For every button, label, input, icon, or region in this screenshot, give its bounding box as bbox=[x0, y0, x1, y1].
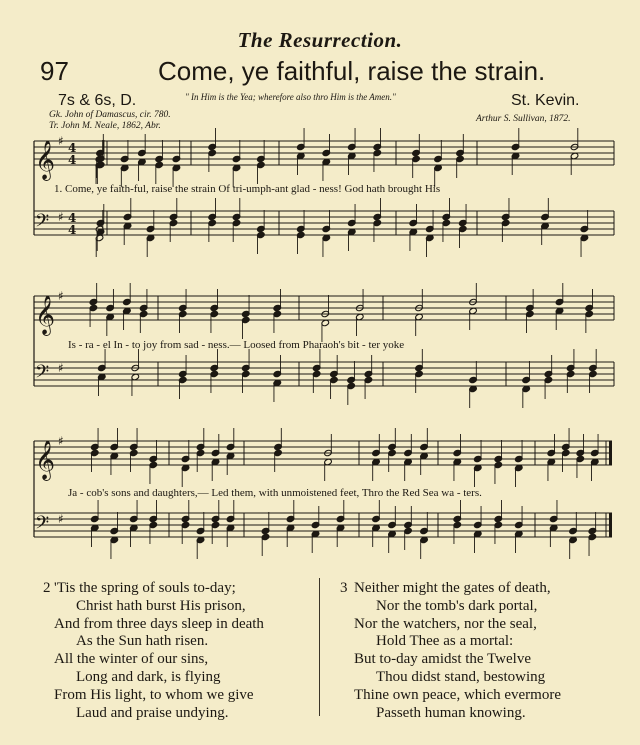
time-signature: 4 bbox=[68, 141, 77, 155]
sharp-icon: ♯ bbox=[58, 434, 64, 448]
verse-line: Thine own peace, which evermore bbox=[354, 686, 561, 703]
sharp-icon: ♯ bbox=[58, 289, 64, 303]
bass-clef-icon: 𝄢 bbox=[35, 362, 50, 387]
verse-line: Nor the watchers, nor the seal, bbox=[354, 615, 537, 632]
verse-3-number: 3 bbox=[340, 580, 348, 596]
verse-line: 'Tis the spring of souls to-day; bbox=[54, 580, 236, 596]
verse-line: Nor the tomb's dark portal, bbox=[376, 597, 538, 614]
tune-name: St. Kevin. bbox=[511, 92, 580, 109]
verse-line: Neither might the gates of death, bbox=[354, 580, 551, 596]
verse-line: All the winter of our sins, bbox=[54, 651, 209, 668]
sharp-icon: ♯ bbox=[58, 134, 64, 148]
final-barline bbox=[609, 513, 612, 537]
hymn-number: 97 bbox=[40, 56, 69, 86]
lyric-line-3: Ja - cob's sons and daughters,— Led them, with unmoistened feet, Thro the Red Sea wa - ters. bbox=[68, 487, 482, 499]
verse-2 bbox=[54, 580, 264, 722]
translator-credit: Tr. John M. Neale, 1862, Abr. bbox=[49, 121, 161, 131]
verse-line: Hold Thee as a mortal: bbox=[376, 633, 514, 650]
composer-credit: Arthur S. Sullivan, 1872. bbox=[476, 114, 571, 124]
author-credit: Gk. John of Damascus, cir. 780. bbox=[49, 110, 171, 120]
sharp-icon: ♯ bbox=[58, 512, 64, 526]
verse-divider bbox=[319, 578, 320, 716]
verse-line: Long and dark, is flying bbox=[76, 668, 221, 685]
bass-clef-icon: 𝄢 bbox=[35, 211, 50, 236]
verse-line: As the Sun hath risen. bbox=[76, 633, 209, 650]
bass-clef-icon: 𝄢 bbox=[35, 513, 50, 538]
treble-clef-icon: 𝄞 bbox=[35, 140, 56, 180]
time-signature: 4 bbox=[68, 153, 77, 167]
final-barline bbox=[609, 441, 612, 465]
verse-line: Passeth human knowing. bbox=[376, 704, 526, 721]
time-signature: 4 bbox=[68, 211, 77, 225]
verse-line: Christ hath burst His prison, bbox=[76, 597, 246, 614]
lyric-line-1: 1. Come, ye faith-ful, raise the strain Of tri-umph-ant glad - ness! God hath brought His bbox=[54, 183, 441, 195]
verse-3 bbox=[354, 580, 561, 722]
hymn-title: Come, ye faithful, raise the strain. bbox=[158, 56, 546, 86]
verse-line: Laud and praise undying. bbox=[76, 704, 229, 721]
sharp-icon: ♯ bbox=[58, 361, 64, 375]
lyric-line-2: Is - ra - el In - to joy from sad - ness.— Loosed from Pharaoh's bit - ter yoke bbox=[68, 339, 405, 351]
time-signature: 4 bbox=[68, 223, 77, 237]
treble-clef-icon: 𝄞 bbox=[35, 440, 56, 480]
treble-clef-icon: 𝄞 bbox=[35, 295, 56, 335]
verse-line: Thou didst stand, bestowing bbox=[376, 668, 546, 685]
verse-2-number: 2 bbox=[43, 580, 51, 596]
section-title: The Resurrection. bbox=[237, 28, 403, 52]
verse-line: From His light, to whom we give bbox=[54, 686, 254, 703]
epigraph: " In Him is the Yea; wherefore also thro Him is the Amen." bbox=[185, 92, 396, 102]
meter: 7s & 6s, D. bbox=[58, 92, 137, 109]
verse-line: And from three days sleep in death bbox=[54, 615, 264, 632]
sharp-icon: ♯ bbox=[58, 210, 64, 224]
verse-line: But to-day amidst the Twelve bbox=[354, 651, 531, 668]
